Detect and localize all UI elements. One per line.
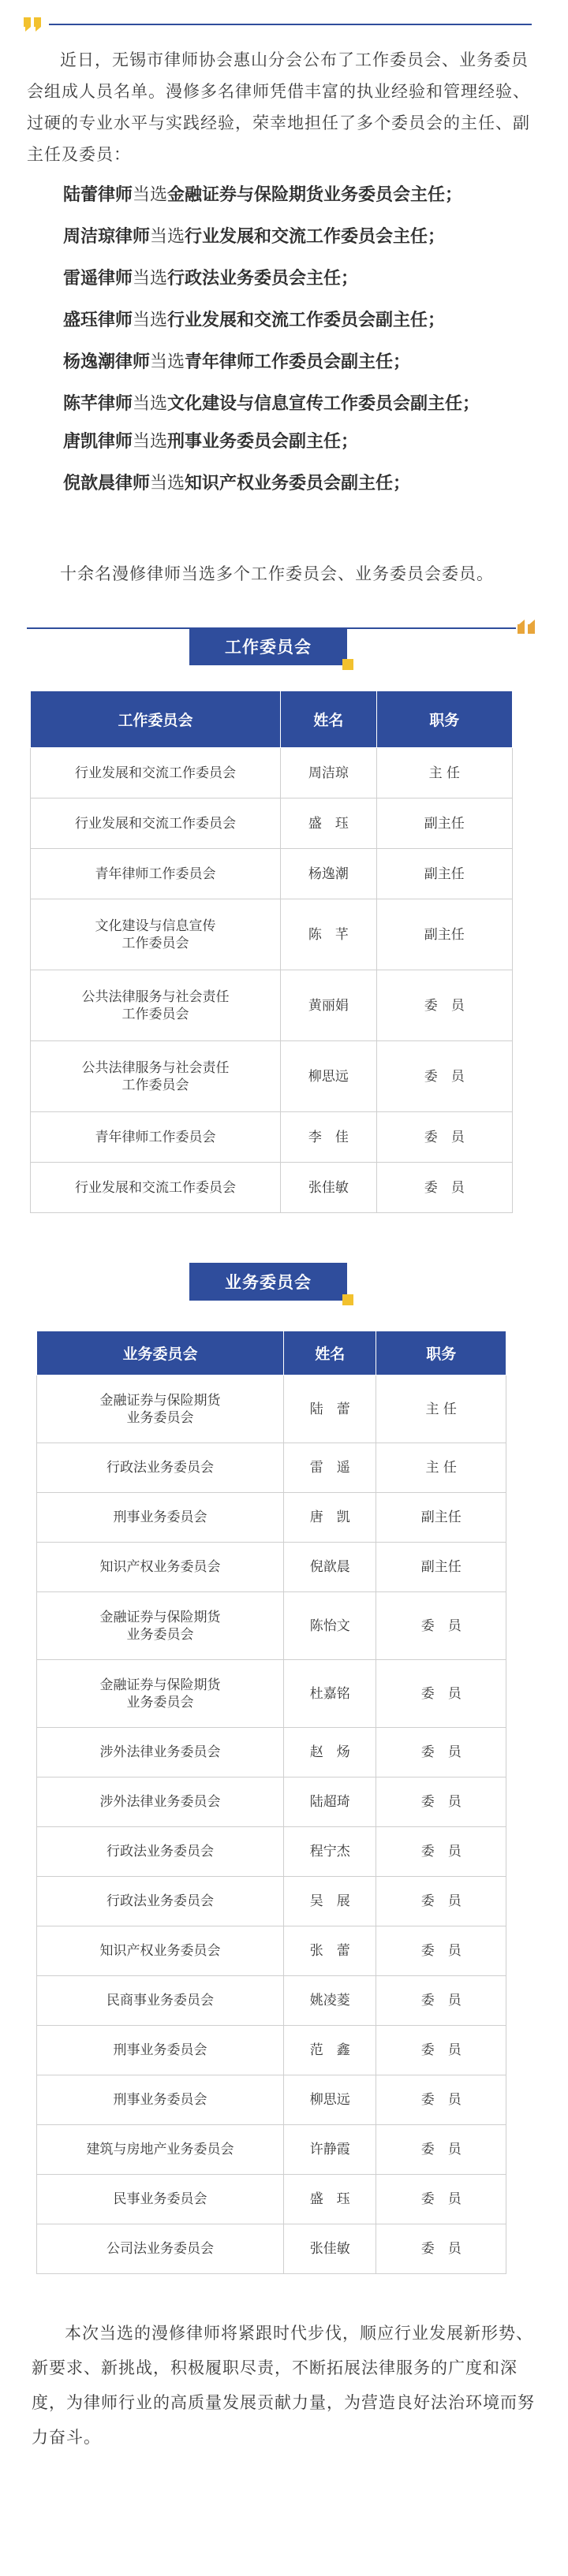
business-committee-title: 业务委员会	[189, 1263, 347, 1301]
committee-post: 青年律师工作委员会副主任；	[185, 352, 411, 372]
intro-paragraph: 近日，无锡市律师协会惠山分会公布了工作委员会、业务委员会组成人员名单。漫修多名律师凭借丰富的执业经验和管理经验、过硬的专业水平与实践经验，荣幸地担任了多个委员会的主任、副主任及委员：	[27, 50, 530, 164]
committee-cell: 金融证券与保险期货 业务委员会	[37, 1592, 284, 1660]
committee-cell: 青年律师工作委员会	[31, 1112, 281, 1163]
table-row	[31, 1041, 513, 1112]
table-row	[37, 1778, 506, 1827]
committee-cell: 刑事业务委员会	[37, 2075, 284, 2125]
name-cell: 张佳敏	[281, 1163, 376, 1213]
committee-cell: 青年律师工作委员会	[31, 849, 281, 899]
committee-cell: 建筑与房地产业务委员会	[37, 2125, 284, 2175]
work-committee-title: 工作委员会	[189, 627, 347, 665]
title-accent-square	[342, 659, 353, 670]
name-cell: 柳思远	[283, 2075, 376, 2125]
committee-post: 行业发展和交流工作委员会主任；	[185, 227, 446, 247]
role-cell: 委 员	[376, 1163, 512, 1213]
committee-cell: 行政法业务委员会	[37, 1443, 284, 1493]
role-cell: 委 员	[376, 2026, 506, 2075]
role-cell: 委 员	[376, 2125, 506, 2175]
committee-cell: 行业发展和交流工作委员会	[31, 748, 281, 798]
table-row	[31, 1112, 513, 1163]
elected-verb: 当选	[133, 269, 168, 288]
table-row	[37, 1493, 506, 1543]
name-cell: 盛 珏	[283, 2175, 376, 2224]
role-cell: 委 员	[376, 970, 512, 1041]
column-header: 姓名	[283, 1331, 376, 1375]
elected-verb: 当选	[133, 432, 168, 452]
elected-verb: 当选	[133, 394, 168, 414]
name-cell: 陆超琦	[283, 1778, 376, 1827]
role-cell: 委 员	[376, 1041, 512, 1112]
name-cell: 赵 炀	[283, 1728, 376, 1778]
committee-post: 文化建设与信息宣传工作委员会副主任；	[167, 394, 480, 414]
table-row	[37, 2175, 506, 2224]
column-header: 姓名	[281, 691, 376, 748]
name-cell: 许静霞	[283, 2125, 376, 2175]
appointment-item	[27, 184, 544, 207]
lawyer-name: 唐凯律师	[63, 432, 133, 452]
table-row	[31, 849, 513, 899]
role-cell: 副主任	[376, 849, 512, 899]
title-accent-square	[342, 1294, 353, 1305]
name-cell: 周洁琼	[281, 748, 376, 798]
committee-cell: 文化建设与信息宣传 工作委员会	[31, 899, 281, 970]
table-row	[31, 1163, 513, 1213]
committee-post: 行业发展和交流工作委员会副主任；	[167, 311, 446, 330]
appointment-item	[27, 431, 544, 453]
name-cell: 范 鑫	[283, 2026, 376, 2075]
table-row	[37, 2026, 506, 2075]
role-cell: 委 员	[376, 1592, 506, 1660]
role-cell: 委 员	[376, 1112, 512, 1163]
name-cell: 陈 芊	[281, 899, 376, 970]
role-cell: 副主任	[376, 798, 512, 849]
name-cell: 唐 凯	[283, 1493, 376, 1543]
committee-cell: 刑事业务委员会	[37, 1493, 284, 1543]
name-cell: 杜嘉铭	[283, 1660, 376, 1728]
appointment-item	[27, 352, 544, 374]
role-cell: 委 员	[376, 1778, 506, 1827]
committee-cell: 行政法业务委员会	[37, 1827, 284, 1877]
table-row	[37, 1592, 506, 1660]
column-header: 工作委员会	[31, 691, 281, 748]
table-row	[37, 1443, 506, 1493]
committee-cell: 金融证券与保险期货 业务委员会	[37, 1660, 284, 1728]
table-row	[31, 798, 513, 849]
column-header: 业务委员会	[37, 1331, 284, 1375]
name-cell: 李 佳	[281, 1112, 376, 1163]
name-cell: 吴 展	[283, 1877, 376, 1926]
top-divider	[49, 24, 532, 25]
elected-verb: 当选	[133, 311, 168, 330]
table-row	[37, 1926, 506, 1976]
name-cell: 柳思远	[281, 1041, 376, 1112]
committee-cell: 行业发展和交流工作委员会	[31, 1163, 281, 1213]
name-cell: 陆 蕾	[283, 1375, 376, 1443]
committee-post: 知识产权业务委员会副主任；	[185, 474, 411, 493]
role-cell: 副主任	[376, 1543, 506, 1592]
role-cell: 委 员	[376, 1728, 506, 1778]
committee-cell: 涉外法律业务委员会	[37, 1778, 284, 1827]
committee-cell: 行业发展和交流工作委员会	[31, 798, 281, 849]
role-cell: 委 员	[376, 2224, 506, 2274]
committee-cell: 公司法业务委员会	[37, 2224, 284, 2274]
lawyer-name: 倪歆晨律师	[63, 474, 151, 493]
elected-verb: 当选	[150, 227, 185, 247]
appointment-item	[27, 310, 544, 332]
table-row	[37, 2075, 506, 2125]
table-row	[31, 970, 513, 1041]
appointment-list	[27, 184, 544, 515]
role-cell: 委 员	[376, 1976, 506, 2026]
committee-cell: 刑事业务委员会	[37, 2026, 284, 2075]
table-row	[37, 1877, 506, 1926]
role-cell: 主 任	[376, 1375, 506, 1443]
appointment-item	[27, 387, 544, 422]
lawyer-name: 盛珏律师	[63, 311, 133, 330]
column-header: 职务	[376, 691, 512, 748]
lawyer-name: 陈芊律师	[63, 394, 133, 414]
closing-line: 十余名漫修律师当选多个工作委员会、业务委员会委员。	[60, 564, 494, 583]
table-row	[37, 1827, 506, 1877]
role-cell: 委 员	[376, 1827, 506, 1877]
name-cell: 倪歆晨	[283, 1543, 376, 1592]
committee-cell: 知识产权业务委员会	[37, 1926, 284, 1976]
elected-verb: 当选	[150, 352, 185, 372]
committee-cell: 行政法业务委员会	[37, 1877, 284, 1926]
role-cell: 主 任	[376, 1443, 506, 1493]
role-cell: 副主任	[376, 1493, 506, 1543]
lawyer-name: 杨逸潮律师	[63, 352, 151, 372]
name-cell: 陈怡文	[283, 1592, 376, 1660]
outro-paragraph: 本次当选的漫修律师将紧跟时代步伐，顺应行业发展新形势、新要求、新挑战，积极履职尽责，不断拓展法律服务的广度和深度，为律师行业的高质量发展贡献力量，为营造良好法治环境而努力奋斗。	[32, 2324, 535, 2447]
committee-post: 刑事业务委员会副主任；	[167, 432, 359, 452]
lawyer-name: 陆蕾律师	[63, 185, 133, 205]
lawyer-name: 雷遥律师	[63, 269, 133, 288]
elected-verb: 当选	[150, 474, 185, 493]
role-cell: 主 任	[376, 748, 512, 798]
name-cell: 黄丽娟	[281, 970, 376, 1041]
table-row	[31, 748, 513, 798]
table-row	[31, 899, 513, 970]
name-cell: 程宁杰	[283, 1827, 376, 1877]
role-cell: 副主任	[376, 899, 512, 970]
committee-post: 金融证券与保险期货业务委员会主任；	[167, 185, 463, 205]
quote-mark-icon	[24, 17, 43, 32]
name-cell: 张佳敏	[283, 2224, 376, 2274]
committee-cell: 金融证券与保险期货 业务委员会	[37, 1375, 284, 1443]
quote-mark-icon	[518, 620, 536, 634]
lawyer-name: 周洁琼律师	[63, 227, 151, 247]
committee-cell: 公共法律服务与社会责任 工作委员会	[31, 1041, 281, 1112]
committee-cell: 公共法律服务与社会责任 工作委员会	[31, 970, 281, 1041]
table-row	[37, 2125, 506, 2175]
committee-cell: 涉外法律业务委员会	[37, 1728, 284, 1778]
committee-cell: 民商事业务委员会	[37, 1976, 284, 2026]
business-committee-table	[36, 1331, 506, 2274]
table-row	[37, 1660, 506, 1728]
role-cell: 委 员	[376, 1660, 506, 1728]
role-cell: 委 员	[376, 2075, 506, 2125]
committee-cell: 民事业务委员会	[37, 2175, 284, 2224]
appointment-item	[27, 268, 544, 290]
appointment-item	[27, 226, 544, 248]
name-cell: 杨逸潮	[281, 849, 376, 899]
name-cell: 盛 珏	[281, 798, 376, 849]
name-cell: 雷 遥	[283, 1443, 376, 1493]
elected-verb: 当选	[133, 185, 168, 205]
committee-post: 行政法业务委员会主任；	[167, 269, 359, 288]
role-cell: 委 员	[376, 1926, 506, 1976]
table-row	[37, 2224, 506, 2274]
table-row	[37, 1728, 506, 1778]
table-row	[37, 1375, 506, 1443]
appointment-item	[27, 473, 544, 495]
column-header: 职务	[376, 1331, 506, 1375]
work-committee-table	[30, 691, 513, 1213]
role-cell: 委 员	[376, 1877, 506, 1926]
committee-cell: 知识产权业务委员会	[37, 1543, 284, 1592]
table-row	[37, 1976, 506, 2026]
role-cell: 委 员	[376, 2175, 506, 2224]
name-cell: 张 蕾	[283, 1926, 376, 1976]
table-row	[37, 1543, 506, 1592]
name-cell: 姚凌菱	[283, 1976, 376, 2026]
